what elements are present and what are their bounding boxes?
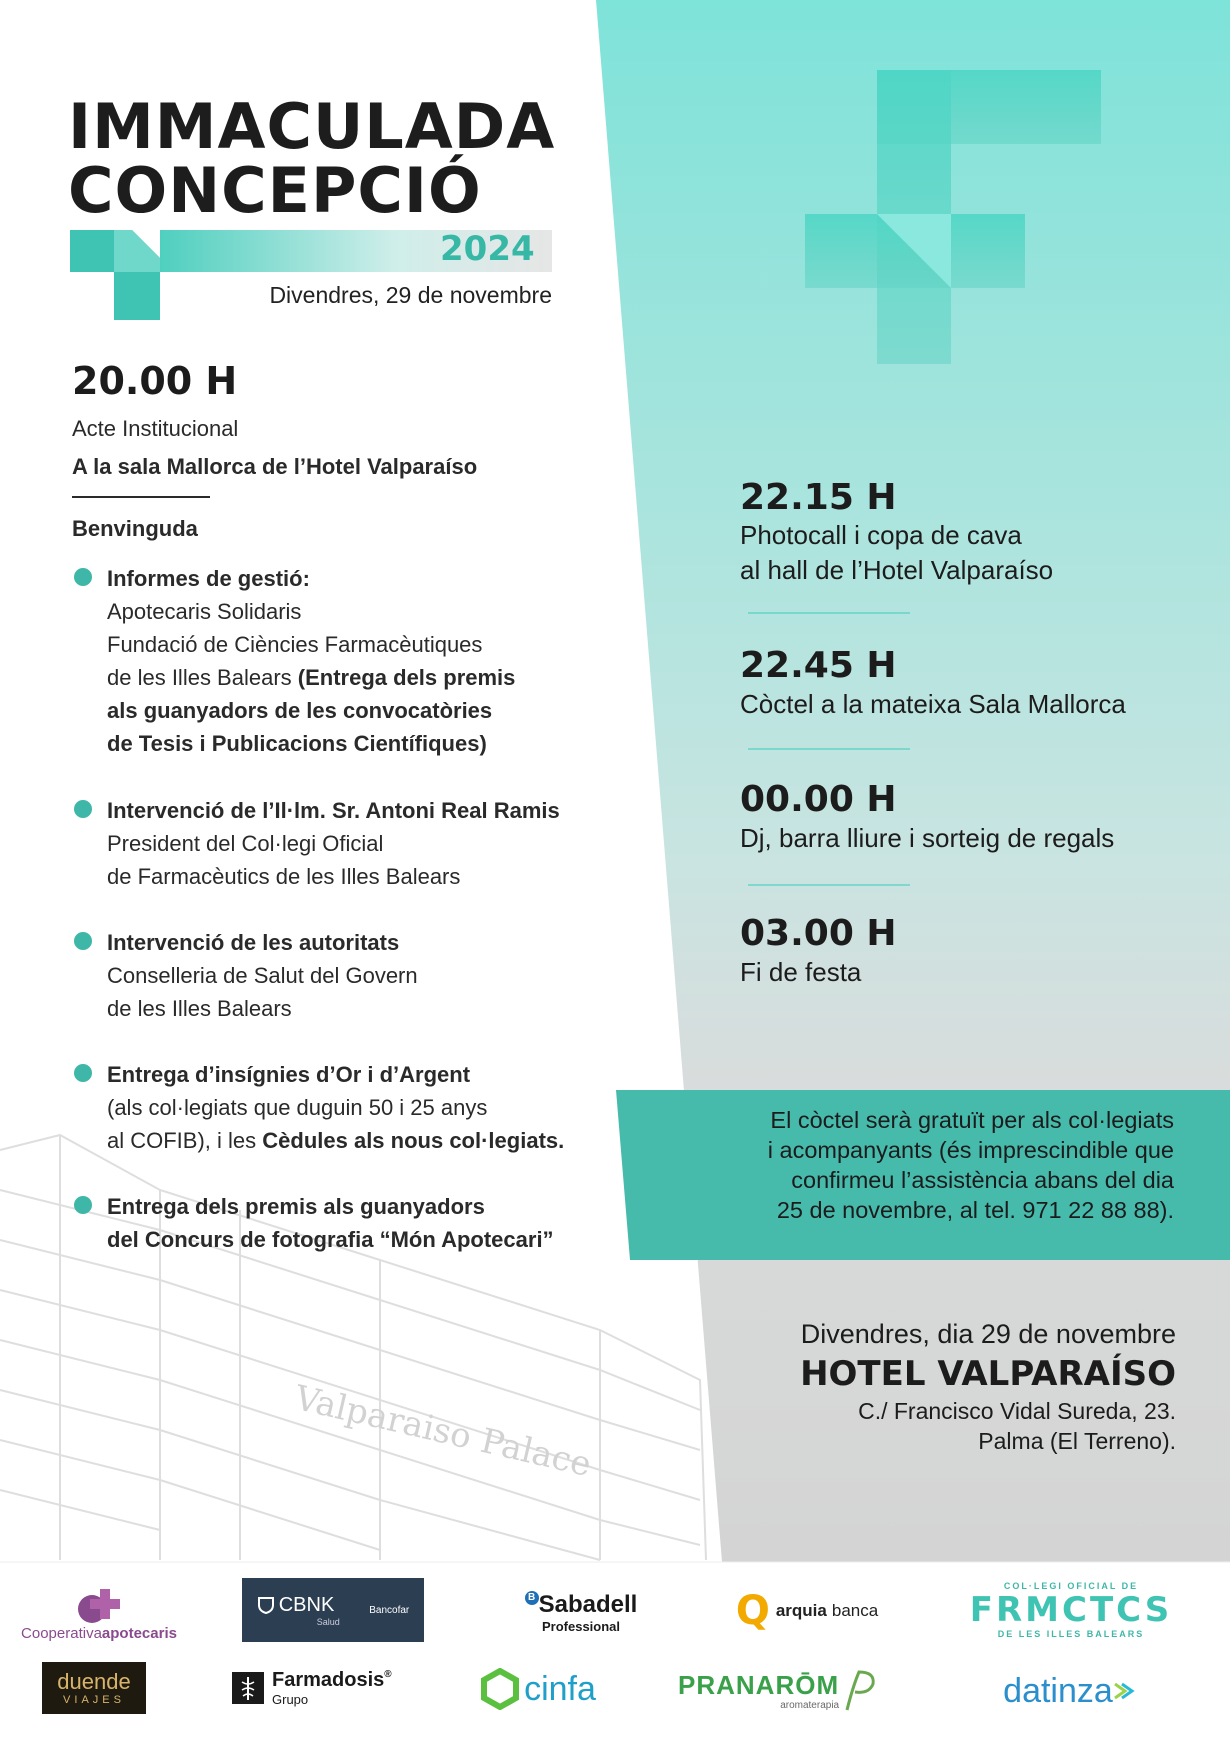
item-line: (als col·legiats que duguin 50 i 25 anys [107,1095,488,1120]
time-0000: 00.00 H [740,779,897,820]
sponsor-text: PRANARŌM [678,1669,840,1700]
sponsor-arquia-banca [722,1586,892,1636]
venue-hotel: HOTEL VALPARAÍSO [800,1354,1176,1394]
item-line-wrap [107,661,647,694]
right-divider [748,612,910,614]
hexagon-icon [480,1668,520,1710]
item-line: Cèdules als nous col·legiats. [262,1128,565,1153]
notice-line: confirmeu l’assistència abans del dia [791,1167,1174,1193]
sponsor-farmadosis [232,1664,416,1712]
notice-line: El còctel serà gratuït per als col·legiats [770,1107,1174,1133]
caduceus-icon [232,1672,264,1704]
event-location: A la sala Mallorca de l’Hotel Valparaíso [72,454,478,479]
program-item [74,1058,634,1158]
desc-line: Dj, barra lliure i sorteig de regals [740,823,1115,853]
program-item [74,562,634,762]
bullet-dot-icon [74,1196,92,1214]
sponsor-text: duende [57,1669,131,1694]
sponsor-text: CBNK [278,1593,335,1616]
desc-line: al hall de l’Hotel Valparaíso [740,555,1054,585]
item-line: (Entrega dels premis [297,665,516,690]
item-title: Entrega dels premis als guanyadors [107,1194,485,1219]
sponsor-text: Bancofar [369,1604,410,1616]
item-line: Conselleria de Salut del Govern [107,963,418,988]
item-line: Fundació de Ciències Farmacèutiques [107,632,483,657]
registered-mark: ® [384,1669,392,1680]
sponsor-subtext: Salud [316,1616,340,1627]
item-line: de Farmacèutics de les Illes Balears [107,864,461,889]
cocktail-notice [640,1105,1174,1225]
desc-line: Photocall i copa de cava [740,520,1022,550]
sponsor-cbnk [242,1578,424,1642]
arrow-swoosh-icon [1113,1680,1135,1702]
sponsor-subtext: VIAJES [63,1694,125,1706]
venue-city: Palma (El Terreno). [978,1428,1176,1454]
sponsor-text: banca [831,1601,879,1620]
sponsor-subtext: DE LES ILLES BALEARS [997,1629,1145,1639]
program-item [74,794,634,894]
event-date: Divendres, 29 de novembre [269,282,552,308]
divider-rule [72,496,210,498]
desc-line: Fi de festa [740,957,862,987]
item-title: Intervenció de l’Il·lm. Sr. Antoni Real Ramis [107,798,560,823]
item-line: de Tesis i Publicacions Científiques) [107,731,487,756]
right-divider [748,748,910,750]
item-line: del Concurs de fotografia “Món Apotecari” [107,1227,554,1252]
sponsor-datinza [984,1666,1154,1716]
sponsor-sabadell [506,1584,656,1640]
sponsor-subtext: aromaterapia [780,1699,840,1711]
year: 2024 [440,229,535,269]
welcome-label: Benvinguda [72,516,198,541]
sponsor-pranarom [678,1664,894,1716]
sponsor-subtext: Grupo [272,1692,309,1707]
arquia-q-icon: Q [735,1588,770,1634]
sponsor-text: FRMCTCS [969,1590,1173,1630]
item-title: Intervenció de les autoritats [107,930,400,955]
item-title: Informes de gestió: [107,566,310,591]
item-line: al COFIB), i les [107,1128,257,1153]
notice-line: i acompanyants (és imprescindible que [767,1137,1174,1163]
desc-line: Còctel a la mateixa Sala Mallorca [740,689,1126,719]
item-line: de les Illes Balears [107,996,292,1021]
watermark-text: Valparaiso Palace [291,1378,595,1486]
time-2215: 22.15 H [740,477,897,518]
item-title: Entrega d’insígnies d’Or i d’Argent [107,1062,471,1087]
leaf-p-icon [839,1666,879,1714]
time-0000-desc [740,821,1114,856]
notice-line: 25 de novembre, al tel. 971 22 88 88). [776,1197,1174,1223]
event-type: Acte Institucional [72,416,239,441]
sponsor-text: arquia [775,1601,827,1620]
sponsor-text: apotecaris [101,1624,177,1642]
program-item [74,1190,634,1260]
sponsor-cooperativa-apotecaris [14,1578,184,1648]
bullet-dot-icon [74,932,92,950]
sponsor-text: Sabadell [538,1590,638,1618]
item-line: Apotecaris Solidaris [107,599,302,624]
bullet-dot-icon [74,568,92,586]
sponsor-frmctcs [956,1578,1186,1642]
sponsor-subtext: COL·LEGI OFICIAL DE [1003,1581,1139,1591]
sabadell-b-icon: B [525,1591,539,1605]
item-line: als guanyadors de les convocatòries [107,698,493,723]
program-item [74,926,634,1026]
shield-icon [257,1596,275,1614]
item-line-wrap [107,1124,647,1157]
right-divider [748,884,910,886]
sponsor-text: cinfa [524,1669,596,1708]
venue-address: C./ Francisco Vidal Sureda, 23. [858,1398,1176,1424]
title-line-1: IMMACULADA [68,90,556,163]
time-2215-desc [740,518,1053,588]
time-2000: 20.00 H [72,359,238,403]
title-line-2: CONCEPCIÓ [68,154,482,227]
sponsor-text: Cooperativa [21,1624,102,1642]
time-2245: 22.45 H [740,645,897,686]
sponsor-text: Farmadosis [272,1669,385,1691]
bullet-dot-icon [74,800,92,818]
venue-date: Divendres, dia 29 de novembre [800,1319,1176,1349]
sponsor-cinfa [468,1664,608,1714]
venue-block [800,1316,1176,1456]
cross-logo-icon [72,1585,126,1625]
bullet-dot-icon [74,1064,92,1082]
sponsor-text: datinza [1003,1671,1113,1710]
sponsor-duende-viajes [42,1662,146,1714]
time-2245-desc [740,687,1126,722]
sponsor-subtext: Professional [541,1618,621,1634]
item-line: de les Illes Balears [107,665,292,690]
time-0300: 03.00 H [740,913,897,954]
time-0300-desc [740,955,861,990]
item-line: President del Col·legi Oficial [107,831,384,856]
